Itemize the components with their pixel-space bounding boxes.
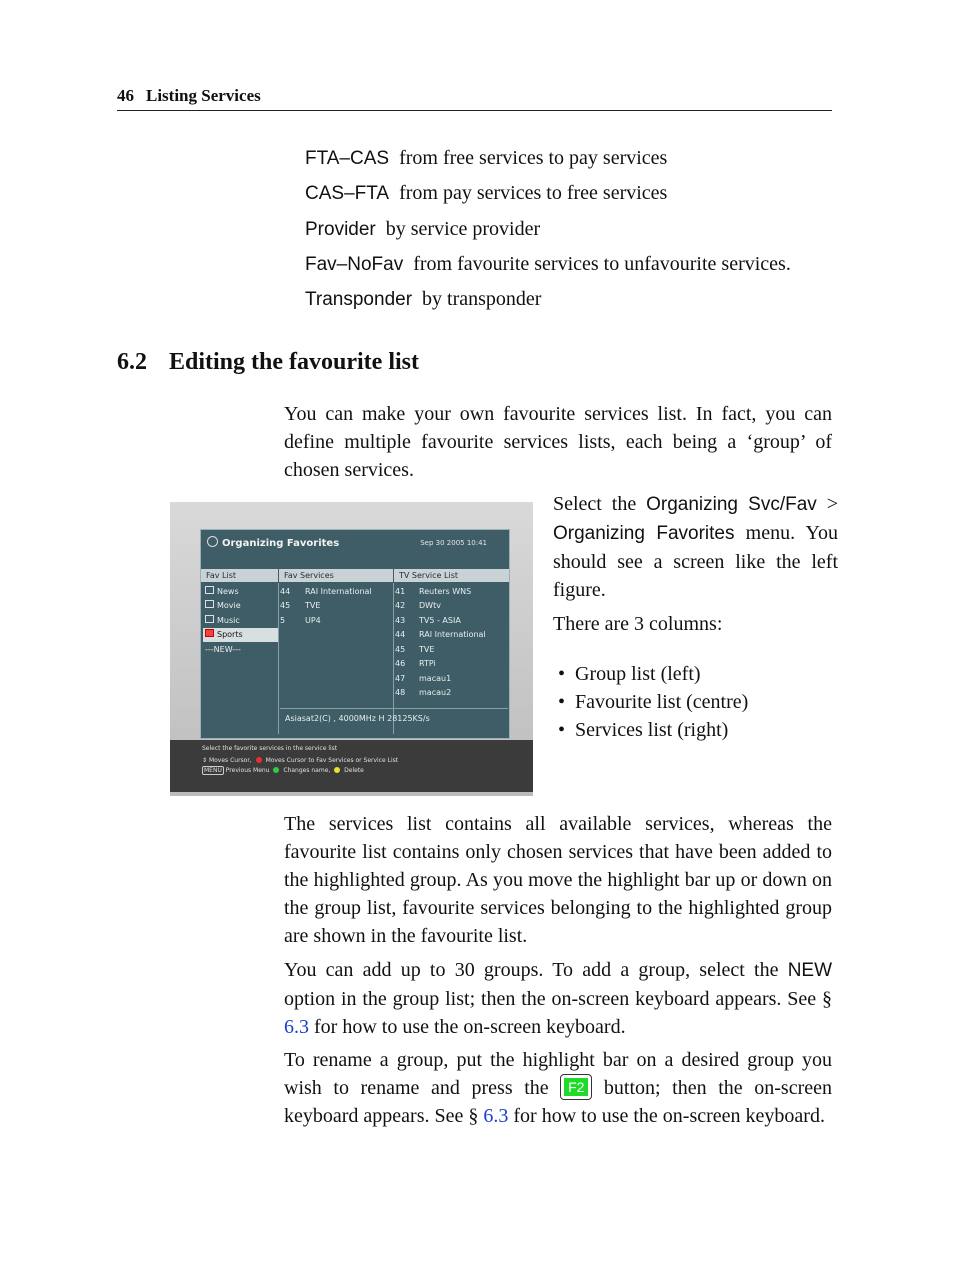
section-link[interactable]: 6.3 — [483, 1105, 509, 1127]
tv-menu-window — [200, 529, 510, 739]
column-bullet-list — [558, 660, 748, 744]
group-item[interactable]: Music — [205, 614, 275, 628]
tv-service-num: 45 — [395, 645, 406, 654]
side-paragraph: Select the Organizing Svc/Fav > Organizing Favorites menu. You should see a screen like the left figure. — [553, 493, 838, 601]
definition-row — [305, 288, 541, 311]
group-item[interactable]: Movie — [205, 599, 275, 613]
definition-row — [305, 253, 791, 276]
fav-list-header: Fav List — [201, 569, 278, 582]
tv-service-list-header: TV Service List — [394, 569, 509, 582]
satellite-info: Asiasat2(C) , 4000MHz H 28125KS/s — [285, 714, 430, 723]
folder-icon — [205, 600, 214, 608]
section-title: Editing the favourite list — [169, 349, 419, 375]
definition-term: Fav–NoFav — [305, 254, 404, 275]
green-button-icon — [273, 767, 279, 773]
side-paragraph: There are 3 columns: — [553, 613, 723, 635]
divider — [280, 708, 508, 709]
chapter-title: Listing Services — [146, 86, 261, 105]
definition-row — [305, 218, 540, 241]
tv-screenshot-figure — [170, 502, 533, 796]
list-item: • Group list (left) — [558, 660, 748, 688]
section-number: 6.2 — [117, 349, 147, 375]
group-new-item[interactable]: ---NEW--- — [205, 645, 241, 654]
group-item-selected[interactable]: Sports — [203, 628, 278, 642]
section-link[interactable]: 6.3 — [284, 1016, 309, 1038]
up-down-arrow-icon: ⇕ — [202, 757, 208, 764]
body-paragraph: To rename a group, put the highlight bar on a desired group you wish to rename and press the F2 button; then the on-screen keyboard appears. See § 6.3 for how to use the on-screen keyboard. — [284, 1049, 833, 1127]
definition-term: CAS–FTA — [305, 183, 390, 204]
tv-menu-title: Organizing Favorites — [207, 536, 339, 549]
definition-desc: from free services to pay services — [399, 147, 668, 169]
new-option-label: NEW — [787, 960, 833, 981]
tv-service-name[interactable]: macau2 — [419, 688, 452, 697]
menu-key-icon: MENU — [204, 767, 222, 774]
fav-services-header: Fav Services — [279, 569, 393, 582]
tv-date: Sep 30 2005 10:41 — [420, 539, 487, 547]
tv-service-num: 43 — [395, 616, 406, 625]
group-item[interactable]: News — [205, 585, 275, 599]
definition-row — [305, 182, 667, 205]
tv-service-num: 42 — [395, 601, 406, 610]
red-button-icon — [256, 757, 262, 763]
globe-icon — [207, 536, 218, 547]
tv-service-num: 44 — [395, 630, 406, 639]
definition-term: Transponder — [305, 289, 413, 310]
fav-service-name[interactable]: TVE — [305, 601, 321, 610]
tv-service-name[interactable]: macau1 — [419, 674, 452, 683]
help-line: ⇕ Moves Cursor, Moves Cursor to Fav Services or Service List — [202, 757, 399, 764]
definition-term: Provider — [305, 219, 376, 240]
menu-path: Organizing Svc/Fav — [646, 494, 817, 515]
tv-service-name[interactable]: RAI International — [419, 630, 486, 639]
tv-service-name[interactable]: Reuters WNS — [419, 587, 472, 596]
page-number: 46 — [117, 86, 134, 105]
help-title: Select the favorite services in the service list — [202, 745, 338, 752]
f2-key-icon: F2 — [560, 1074, 592, 1100]
fav-services-column — [279, 583, 394, 734]
tv-service-num: 48 — [395, 688, 406, 697]
tv-service-num: 46 — [395, 659, 406, 668]
fav-service-name[interactable]: RAI International — [305, 587, 372, 596]
tv-service-num: 41 — [395, 587, 406, 596]
definition-desc: by service provider — [385, 218, 541, 240]
help-line: MENU Previous Menu Changes name, Delete — [204, 767, 364, 774]
tv-service-name[interactable]: DWtv — [419, 601, 441, 610]
folder-icon — [205, 586, 214, 594]
tv-service-name[interactable]: RTPi — [419, 659, 436, 668]
running-header — [117, 86, 832, 111]
tv-service-num: 47 — [395, 674, 406, 683]
folder-icon — [205, 629, 214, 637]
yellow-button-icon — [334, 767, 340, 773]
definition-desc: from favourite services to unfavourite services. — [413, 253, 791, 275]
body-paragraph: You can add up to 30 groups. To add a group, select the NEW option in the group list; then the on-screen keyboard appears. See § 6.3 for how to use the on-screen keyboard. — [284, 959, 833, 1038]
definition-term: FTA–CAS — [305, 148, 390, 169]
fav-service-num: 45 — [280, 601, 291, 610]
tv-service-name[interactable]: TVE — [419, 645, 435, 654]
body-paragraph: The services list contains all available services, whereas the favourite list contains only chosen services that have been added to the highlighted group. As you move the highlight bar up or down on the group list, favourite services belonging to the highlighted group are shown in the favourite list. — [284, 813, 832, 947]
section-heading — [117, 349, 419, 376]
list-item: • Services list (right) — [558, 716, 748, 744]
intro-paragraph: You can make your own favourite services list. In fact, you can define multiple favourite services lists, each being a ‘group’ of chosen services. — [284, 403, 832, 481]
folder-icon — [205, 615, 214, 623]
fav-service-name[interactable]: UP4 — [305, 616, 321, 625]
definition-row — [305, 147, 667, 170]
definition-desc: by transponder — [422, 288, 542, 310]
menu-path: Organizing Favorites — [553, 523, 735, 544]
tv-help-bar — [170, 740, 533, 792]
fav-service-num: 44 — [280, 587, 291, 596]
definition-desc: from pay services to free services — [399, 182, 668, 204]
fav-service-num: 5 — [280, 616, 286, 625]
tv-service-name[interactable]: TV5 - ASIA — [419, 616, 461, 625]
list-item: • Favourite list (centre) — [558, 688, 748, 716]
